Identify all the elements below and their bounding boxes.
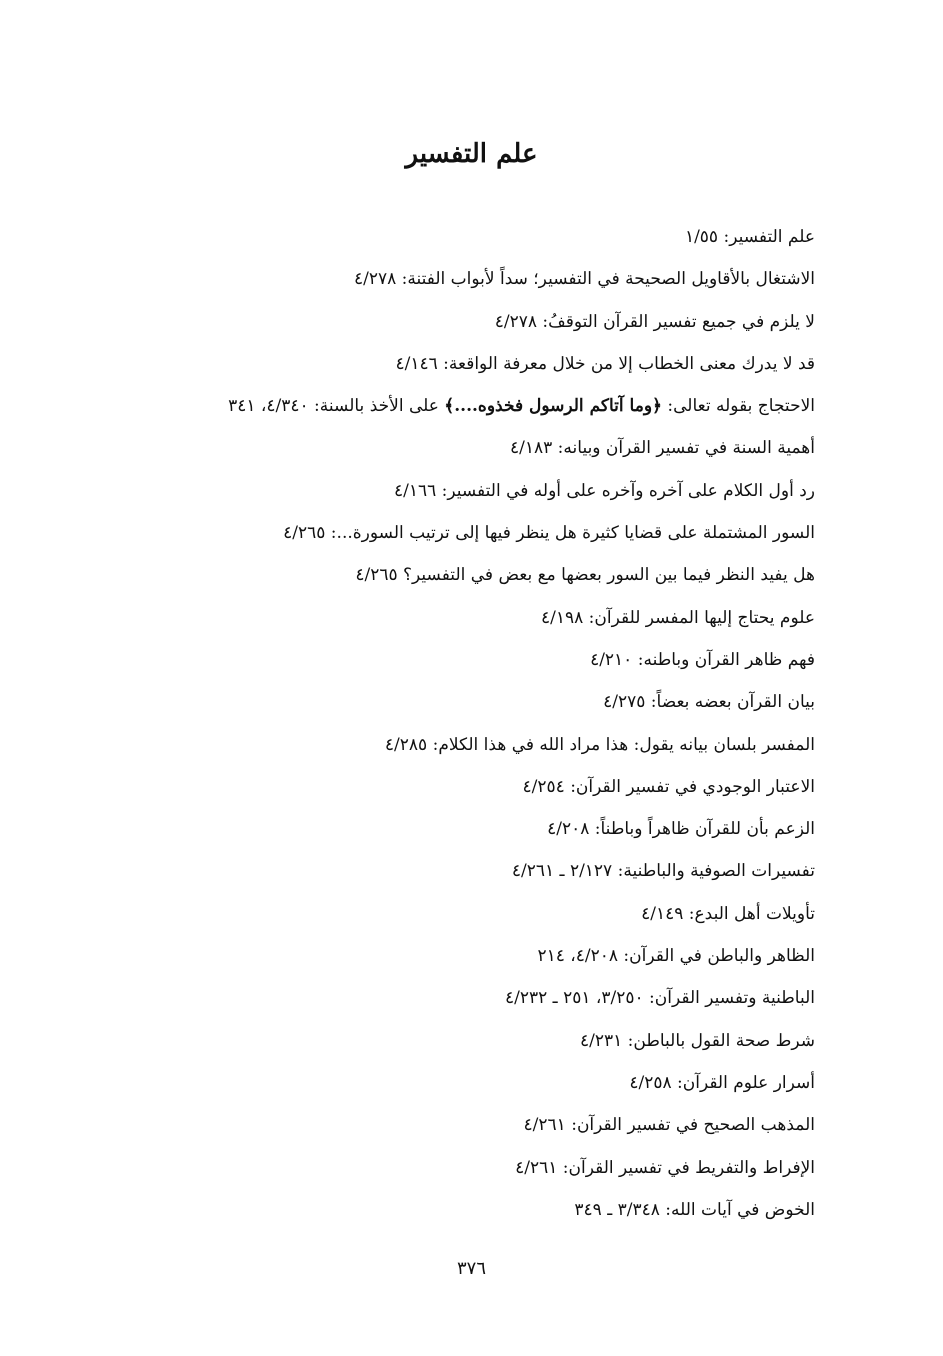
- index-entry: [95, 935, 815, 977]
- entry-text: لا يلزم في جميع تفسير القرآن التوقفُ: ٤/٢٧٨: [494, 311, 815, 332]
- index-entry: [95, 343, 815, 385]
- index-entry: [95, 597, 815, 639]
- index-entry: [95, 258, 815, 300]
- entry-text: الظاهر والباطن في القرآن: ٤/٢٠٨، ٢١٤: [537, 946, 815, 967]
- entry-text: أهمية السنة في تفسير القرآن وبيانه: ٤/١٨٣: [510, 438, 815, 459]
- entry-text: بيان القرآن بعضه بعضاً: ٤/٢٧٥: [603, 692, 815, 713]
- index-entries: [95, 216, 815, 1231]
- entry-text: قد لا يدرك معنى الخطاب إلا من خلال معرفة الواقعة: ٤/١٤٦: [395, 353, 815, 374]
- entry-text: تأويلات أهل البدع: ٤/١٤٩: [641, 903, 815, 924]
- index-entry: [95, 385, 815, 427]
- index-entry: [95, 427, 815, 469]
- entry-text: رد أول الكلام على آخره وآخره على أوله في التفسير: ٤/١٦٦: [393, 480, 815, 501]
- entry-text: أسرار علوم القرآن: ٤/٢٥٨: [629, 1072, 815, 1093]
- index-entry: [95, 1020, 815, 1062]
- index-entry: [95, 301, 815, 343]
- entry-text: الاعتبار الوجودي في تفسير القرآن: ٤/٢٥٤: [522, 776, 815, 797]
- index-entry: [95, 1062, 815, 1104]
- entry-text: المفسر بلسان بيانه يقول: هذا مراد الله في هذا الكلام: ٤/٢٨٥: [384, 734, 815, 755]
- entry-text: الخوض في آيات الله: ٣/٣٤٨ ـ ٣٤٩: [574, 1199, 815, 1220]
- entry-text: الإفراط والتفريط في تفسير القرآن: ٤/٢٦١: [515, 1157, 815, 1178]
- entry-text: فهم ظاهر القرآن وباطنه: ٤/٢١٠: [590, 649, 815, 670]
- index-entry: [95, 512, 815, 554]
- index-entry: [95, 766, 815, 808]
- index-entry: [95, 808, 815, 850]
- index-entry: [95, 977, 815, 1019]
- entry-text: هل يفيد النظر فيما بين السور بعضها مع بعض في التفسير؟ ٤/٢٦٥: [355, 565, 815, 586]
- entry-text: الباطنية وتفسير القرآن: ٣/٢٥٠، ٢٥١ ـ ٤/٢٣٢: [505, 988, 815, 1009]
- index-entry: [95, 216, 815, 258]
- index-entry: [95, 470, 815, 512]
- page-number: ٣٧٦: [456, 1258, 486, 1279]
- index-entry: [95, 850, 815, 892]
- entry-text: علوم يحتاج إليها المفسر للقرآن: ٤/١٩٨: [541, 607, 815, 628]
- quran-quote: ﴿وما آتاكم الرسول فخذوه....﴾: [444, 396, 662, 417]
- index-entry: [95, 724, 815, 766]
- entry-text-before: الاحتجاج بقوله تعالى:: [662, 396, 815, 417]
- page-title: علم التفسير: [405, 139, 538, 169]
- entry-text: المذهب الصحيح في تفسير القرآن: ٤/٢٦١: [523, 1115, 815, 1136]
- entry-text: الاشتغال بالأقاويل الصحيحة في التفسير؛ سداً لأبواب الفتنة: ٤/٢٧٨: [353, 269, 815, 290]
- entry-text: تفسيرات الصوفية والباطنية: ٢/١٢٧ ـ ٤/٢٦١: [511, 861, 815, 882]
- index-entry: [95, 1147, 815, 1189]
- index-entry: [95, 554, 815, 596]
- entry-text-after: على الأخذ بالسنة: ٤/٣٤٠، ٣٤١: [228, 396, 445, 417]
- index-entry: [95, 639, 815, 681]
- entry-text: علم التفسير: ١/٥٥: [684, 227, 815, 247]
- entry-text: الزعم بأن للقرآن ظاهراً وباطناً: ٤/٢٠٨: [547, 819, 815, 840]
- index-entry: [95, 1189, 815, 1231]
- index-entry: [95, 893, 815, 935]
- entry-text: شرط صحة القول بالباطن: ٤/٢٣١: [580, 1030, 815, 1051]
- entry-text: السور المشتملة على قضايا كثيرة هل ينظر فيها إلى ترتيب السورة...: ٤/٢٦٥: [283, 523, 815, 544]
- index-entry: [95, 681, 815, 723]
- index-entry: [95, 1104, 815, 1146]
